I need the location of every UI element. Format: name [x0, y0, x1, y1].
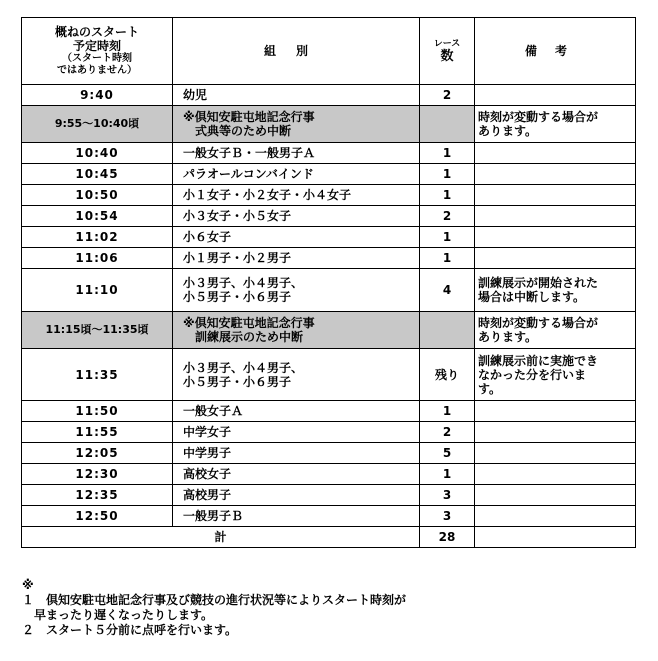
header-count-small: レース: [433, 38, 461, 49]
schedule-body: [22, 85, 636, 527]
row-time: 12:35: [22, 485, 173, 506]
row-group: 小１女子・小２女子・小４女子: [173, 185, 420, 206]
row-note: [475, 485, 636, 506]
schedule-table: [21, 17, 636, 548]
row-time: 9:55～10:40頃: [22, 106, 173, 143]
header-time-sub: （スタート時刻 ではありません）: [57, 53, 137, 76]
footnote-line-1: １ 倶知安駐屯地記念行事及び競技の進行状況等によりスタート時刻が: [22, 593, 407, 607]
row-note: 時刻が変動する場合が あります。: [475, 312, 636, 349]
row-race-count: 1: [420, 227, 475, 248]
total-row: [22, 527, 636, 548]
schedule-row: [22, 485, 636, 506]
row-time: 11:55: [22, 422, 173, 443]
row-time: 10:45: [22, 164, 173, 185]
row-note: [475, 464, 636, 485]
schedule-row: [22, 185, 636, 206]
row-race-count: 1: [420, 185, 475, 206]
row-group: 小６女子: [173, 227, 420, 248]
row-race-count: 4: [420, 269, 475, 312]
schedule-row: [22, 401, 636, 422]
row-note: [475, 164, 636, 185]
header-group: 組別: [173, 18, 420, 85]
row-race-count: 残り: [420, 349, 475, 401]
schedule-row: [22, 206, 636, 227]
row-note: [475, 85, 636, 106]
total-note: [475, 527, 636, 548]
row-note: [475, 422, 636, 443]
total-count: 28: [420, 527, 475, 548]
schedule-row: [22, 85, 636, 106]
row-note: [475, 443, 636, 464]
header-note: 備考: [475, 18, 636, 85]
schedule-row: [22, 422, 636, 443]
row-time: 12:50: [22, 506, 173, 527]
header-time-main: 概ねのスタート 予定時刻: [54, 25, 139, 53]
row-group: 一般女子Ａ: [173, 401, 420, 422]
row-note: 訓練展示が開始された 場合は中断します。: [475, 269, 636, 312]
row-group: 小１男子・小２男子: [173, 248, 420, 269]
schedule-row: [22, 443, 636, 464]
row-group: 高校女子: [173, 464, 420, 485]
row-group: 小３男子、小４男子、 小５男子・小６男子: [173, 269, 420, 312]
schedule-row: [22, 227, 636, 248]
row-note: [475, 506, 636, 527]
row-time: 11:35: [22, 349, 173, 401]
row-race-count: 3: [420, 506, 475, 527]
row-time: 11:02: [22, 227, 173, 248]
row-group: 中学女子: [173, 422, 420, 443]
row-group: 小３女子・小５女子: [173, 206, 420, 227]
row-race-count: [420, 106, 475, 143]
row-time: 12:05: [22, 443, 173, 464]
schedule-row: [22, 106, 636, 143]
row-group: ※倶知安駐屯地記念行事 式典等のため中断: [173, 106, 420, 143]
row-race-count: 1: [420, 248, 475, 269]
row-race-count: 1: [420, 464, 475, 485]
row-time: 11:15頃～11:35頃: [22, 312, 173, 349]
schedule-row: [22, 164, 636, 185]
row-race-count: 2: [420, 422, 475, 443]
row-race-count: 1: [420, 164, 475, 185]
schedule-row: [22, 248, 636, 269]
row-time: 11:10: [22, 269, 173, 312]
row-note: [475, 206, 636, 227]
row-group: 小３男子、小４男子、 小５男子・小６男子: [173, 349, 420, 401]
row-group: 高校男子: [173, 485, 420, 506]
footnote-mark: ※: [22, 578, 34, 592]
row-time: 11:50: [22, 401, 173, 422]
row-group: 一般男子Ｂ: [173, 506, 420, 527]
header-count: [420, 18, 475, 85]
row-note: [475, 143, 636, 164]
row-race-count: 2: [420, 206, 475, 227]
row-note: [475, 227, 636, 248]
row-group: ※倶知安駐屯地記念行事 訓練展示のため中断: [173, 312, 420, 349]
row-race-count: 2: [420, 85, 475, 106]
header-count-big: 数: [440, 48, 454, 64]
header-row: [22, 18, 636, 85]
row-note: 訓練展示前に実施でき なかった分を行いま す。: [475, 349, 636, 401]
schedule-row: [22, 312, 636, 349]
schedule-row: [22, 506, 636, 527]
header-time: [22, 18, 173, 85]
row-race-count: [420, 312, 475, 349]
footnote-line-1-cont: 早まったり遅くなったりします。: [22, 608, 214, 622]
row-note: [475, 401, 636, 422]
schedule-row: [22, 464, 636, 485]
row-time: 9:40: [22, 85, 173, 106]
row-note: 時刻が変動する場合が あります。: [475, 106, 636, 143]
row-group: 中学男子: [173, 443, 420, 464]
footnote-line-2: ２ スタート５分前に点呼を行います。: [22, 623, 238, 637]
schedule-row: [22, 349, 636, 401]
row-race-count: 3: [420, 485, 475, 506]
row-group: 幼児: [173, 85, 420, 106]
row-note: [475, 248, 636, 269]
row-note: [475, 185, 636, 206]
row-time: 11:06: [22, 248, 173, 269]
total-label: 計: [22, 527, 420, 548]
row-race-count: 1: [420, 401, 475, 422]
row-time: 10:40: [22, 143, 173, 164]
row-race-count: 1: [420, 143, 475, 164]
row-group: 一般女子Ｂ・一般男子Ａ: [173, 143, 420, 164]
row-group: パラオールコンバインド: [173, 164, 420, 185]
schedule-row: [22, 143, 636, 164]
row-race-count: 5: [420, 443, 475, 464]
row-time: 12:30: [22, 464, 173, 485]
schedule-row: [22, 269, 636, 312]
footnotes: [22, 578, 642, 638]
row-time: 10:50: [22, 185, 173, 206]
row-time: 10:54: [22, 206, 173, 227]
